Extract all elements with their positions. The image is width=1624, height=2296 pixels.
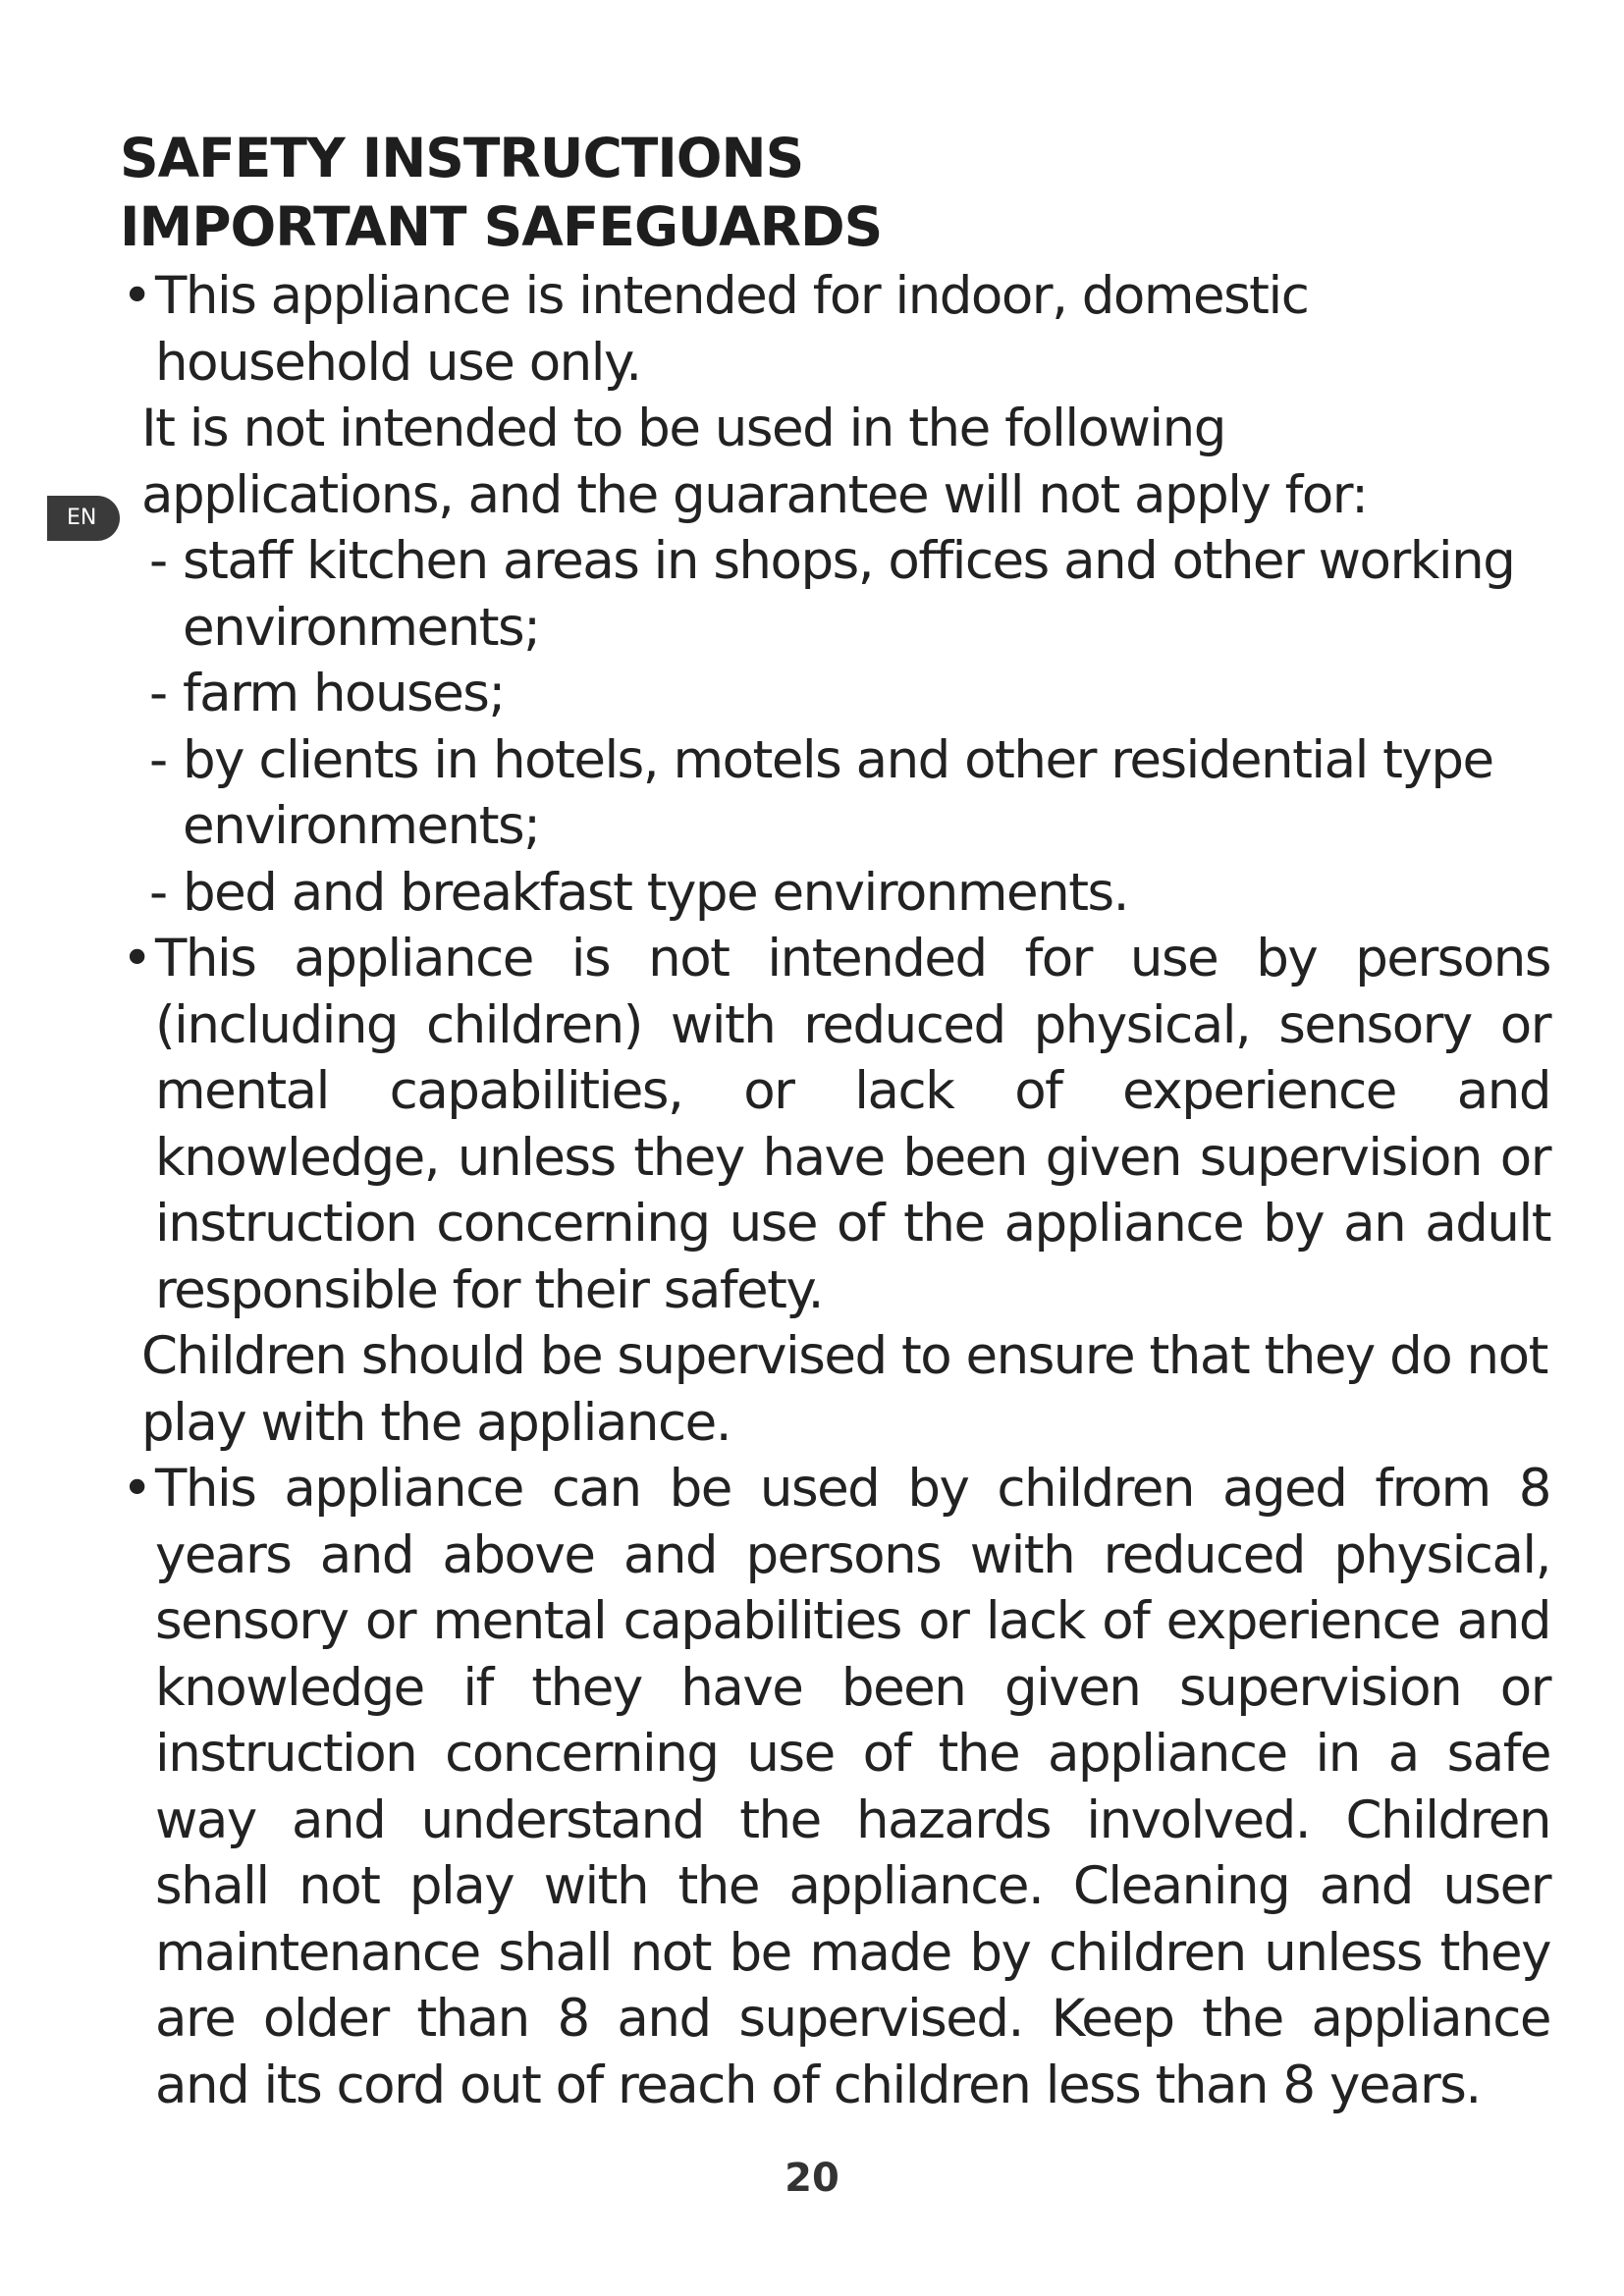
children-supervision-note: Children should be supervised to ensure that they do not play with the appliance. xyxy=(141,1326,1547,1453)
heading-important-safeguards: IMPORTANT SAFEGUARDS xyxy=(120,195,883,258)
dash-icon: - xyxy=(149,729,167,790)
list-item-text: bed and breakfast type environments. xyxy=(183,862,1128,923)
list-item-farm-houses xyxy=(122,661,1550,727)
list-item-text: by clients in hotels, motels and other residential type environments; xyxy=(183,729,1493,856)
list-item-hotels xyxy=(122,727,1550,860)
dash-icon: - xyxy=(149,531,167,591)
bullet-text: This appliance is not intended for use by persons (including children) with reduced physical, sensory or mental capabilities, or lack of experience and knowledge, unless they have been given supervision or instruction concerning use of the appliance by an adult responsible for their safety. xyxy=(155,929,1550,1320)
list-item-staff-kitchens xyxy=(122,528,1550,661)
dash-icon: - xyxy=(149,862,167,923)
bullet-item-domestic-use xyxy=(122,263,1550,396)
bullet-icon: • xyxy=(122,1459,151,1519)
bullet-item-reduced-capabilities xyxy=(122,926,1550,1323)
bullet-text: This appliance can be used by children aged from 8 years and above and persons with reduced physical, sensory or mental capabilities or lack of experience and knowledge if they have been given supervision or instruction concerning use of the appliance in a safe way and understand the hazards involved. Children shall not play with the appliance. Cleaning and user maintenance shall not be made by children unless they are older than 8 and supervised. Keep the appliance and its cord out of reach of children less than 8 years. xyxy=(155,1459,1550,2115)
list-item-bed-and-breakfast xyxy=(122,860,1550,927)
page-number: 20 xyxy=(785,2156,839,2201)
bullet-icon: • xyxy=(122,266,151,326)
list-item-text: farm houses; xyxy=(183,664,505,723)
guarantee-note: It is not intended to be used in the following applications, and the guarantee will not apply for: xyxy=(141,399,1368,525)
list-item-text: staff kitchen areas in shops, offices and other working environments; xyxy=(183,531,1515,658)
bullet-item-children-aged-8 xyxy=(122,1456,1550,2118)
bullet-text: This appliance is intended for indoor, domestic household use only. xyxy=(155,266,1309,393)
dash-icon: - xyxy=(149,664,167,723)
language-tab: EN xyxy=(47,496,120,541)
bullet-icon: • xyxy=(122,929,151,988)
heading-safety-instructions: SAFETY INSTRUCTIONS xyxy=(120,127,804,189)
safety-text-body xyxy=(122,263,1550,2118)
section-heading xyxy=(120,124,882,261)
